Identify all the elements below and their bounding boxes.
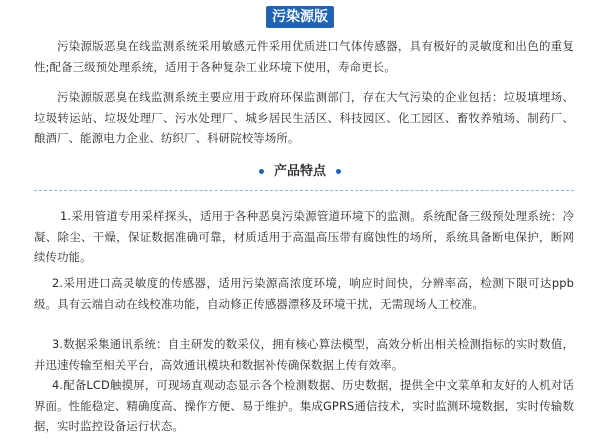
- features-heading-text: 产品特点: [273, 164, 326, 179]
- feature-item-4: 4.配备LCD触摸屏，可现场直观动态显示各个检测数据、历史数据，提供全中文菜单和友好的人机对话界面。性能稳定、精确度高、操作方便、易于维护。集成GPRS通信技术，实时监测环境数据，实时传输数据，实时监控设备运行状态。: [34, 378, 574, 433]
- feature-item-1: 1.采用管道专用采样探头，适用于各种恶臭污染源管道环境下的监测。系统配备三级预处理系统：冷凝、除尘、干燥，保证数据准确可靠，材质适用于高温高压带有腐蚀性的场所，系统具备断电保护，断网续传功能。: [34, 209, 574, 264]
- heading-left-dot-icon: [259, 169, 264, 174]
- features-heading: [0, 160, 600, 179]
- intro-paragraph-1: 污染源版恶臭在线监测系统采用敏感元件采用优质进口气体传感器，具有极好的灵敏度和出色的重复性;配备三级预处理系统，适用于各种复杂工业环境下使用，寿命更长。: [34, 39, 574, 74]
- feature-item-2: 2.采用进口高灵敏度的传感器，适用污染源高浓度环境，响应时间快，分辨率高，检测下限可达ppb级。具有云端自动在线校准功能，自动修正传感器漂移及环境干扰，无需现场人工校准。: [34, 276, 574, 311]
- title-badge-wrap: [0, 6, 600, 28]
- intro-paragraph-2: 污染源版恶臭在线监测系统主要应用于政府环保监测部门，存在大气污染的企业包括：垃圾填埋场、垃圾转运站、垃圾处理厂、污水处理厂、城乡居民生活区、科技园区、化工园区、畜牧养殖场、制药厂、酿酒厂、能源电力企业、纺织厂、科研院校等场所。: [34, 90, 574, 145]
- feature-item-3: 3.数据采集通讯系统：自主研发的数采仪，拥有核心算法模型，高效分析出相关检测指标的实时数值，并迅速传输至相关平台，高效通讯模块和数据补传确保数据上传有效率。: [34, 337, 574, 372]
- heading-divider: [34, 190, 574, 191]
- section-title-badge: 污染源版: [266, 6, 334, 28]
- heading-right-dot-icon: [336, 169, 341, 174]
